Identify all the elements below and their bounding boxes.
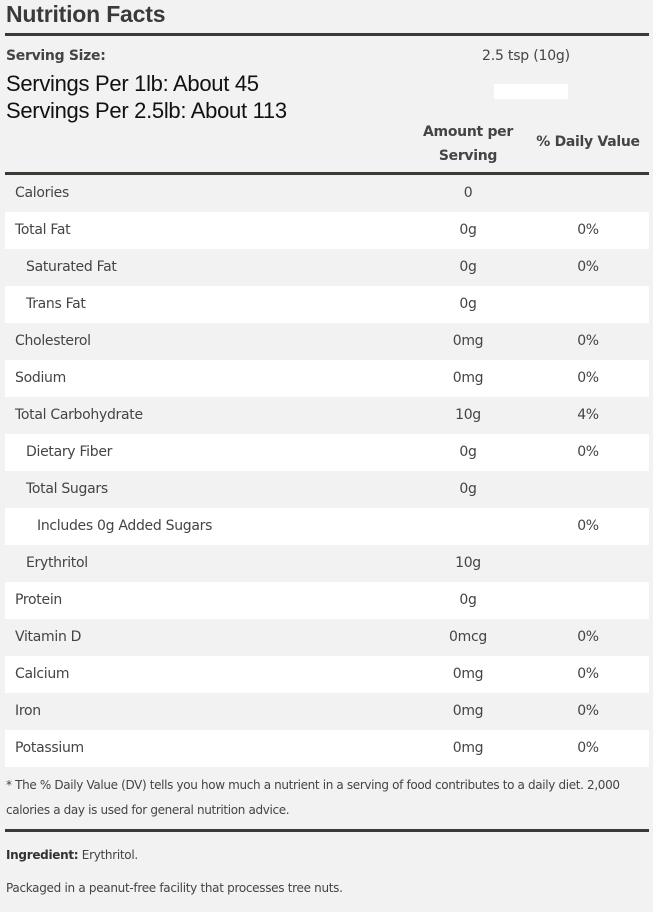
nutrient-dv: 0% — [577, 703, 599, 719]
nutrient-name: Dietary Fiber — [26, 444, 113, 460]
nutrient-name: Total Sugars — [26, 481, 108, 497]
nutrient-amount: 0mg — [452, 333, 484, 349]
table-row-dietary-fiber — [5, 434, 649, 471]
table-row-protein — [5, 582, 649, 619]
nutrient-name: Calcium — [15, 666, 70, 682]
nutrient-name: Calories — [15, 185, 69, 201]
nutrient-name: Trans Fat — [26, 296, 86, 312]
table-row-calories — [5, 175, 649, 212]
table-row-erythritol — [5, 545, 649, 582]
table-row-total-carbohydrate — [5, 397, 649, 434]
nutrient-name: Cholesterol — [15, 333, 91, 349]
servings-per-2-5lb: Servings Per 2.5lb: About 113 — [6, 98, 287, 123]
nutrient-amount: 0g — [459, 481, 477, 497]
nutrient-name: Protein — [15, 592, 62, 608]
table-row-saturated-fat — [5, 249, 649, 286]
table-row-calcium — [5, 656, 649, 693]
footer-divider — [5, 829, 649, 832]
nutrient-dv: 0% — [577, 259, 599, 275]
nutrient-amount: 0mcg — [449, 629, 487, 645]
table-row-trans-fat — [5, 286, 649, 323]
nutrient-dv: 0% — [577, 444, 599, 460]
nutrient-amount: 0g — [459, 259, 477, 275]
table-row-cholesterol — [5, 323, 649, 360]
nutrient-amount: 0mg — [452, 666, 484, 682]
nutrient-name: Vitamin D — [15, 629, 82, 645]
nutrient-name: Total Carbohydrate — [15, 407, 143, 423]
nutrient-amount: 0mg — [452, 703, 484, 719]
column-header-daily-value: % Daily Value — [536, 134, 640, 150]
column-header-amount-line1: Amount per — [423, 124, 513, 140]
nutrient-dv: 0% — [577, 222, 599, 238]
nutrient-dv: 0% — [577, 740, 599, 756]
nutrient-dv: 0% — [577, 333, 599, 349]
ingredient-line — [6, 848, 138, 862]
ingredient-value: Erythritol. — [81, 848, 138, 862]
nutrient-amount: 0mg — [452, 740, 484, 756]
nutrient-amount: 10g — [455, 407, 481, 423]
nutrient-amount: 0g — [459, 444, 477, 460]
serving-size-label: Serving Size: — [6, 48, 106, 64]
nutrient-name: Sodium — [15, 370, 66, 386]
nutrient-name: Potassium — [15, 740, 84, 756]
nutrient-name: Includes 0g Added Sugars — [37, 518, 213, 534]
servings-per-1lb: Servings Per 1lb: About 45 — [6, 71, 259, 96]
table-row-sodium — [5, 360, 649, 397]
image-artifact-patch — [494, 84, 568, 99]
nutrient-name: Iron — [15, 703, 41, 719]
nutrient-name: Saturated Fat — [26, 259, 117, 275]
header-divider — [5, 33, 649, 36]
serving-size-value: 2.5 tsp (10g) — [482, 48, 570, 64]
ingredient-label: Ingredient: — [6, 848, 79, 862]
daily-value-footnote: * The % Daily Value (DV) tells you how much a nutrient in a serving of food contributes to a daily diet. 2,000 calories a day is used for general nutrition advice. — [6, 778, 620, 817]
nutrient-name: Total Fat — [15, 222, 71, 238]
nutrient-dv: 0% — [577, 629, 599, 645]
nutrient-table — [5, 175, 649, 767]
nutrient-amount: 0 — [463, 185, 473, 201]
nutrient-dv: 4% — [577, 407, 599, 423]
table-row-vitamin-d — [5, 619, 649, 656]
nutrient-amount: 10g — [455, 555, 481, 571]
nutrient-name: Erythritol — [26, 555, 88, 571]
nutrient-dv: 0% — [577, 518, 599, 534]
column-header-amount-line2: Serving — [438, 148, 498, 164]
nutrient-amount: 0mg — [452, 370, 484, 386]
page-title: Nutrition Facts — [6, 1, 166, 27]
table-row-iron — [5, 693, 649, 730]
nutrient-amount: 0g — [459, 222, 477, 238]
table-row-total-fat — [5, 212, 649, 249]
facility-note: Packaged in a peanut-free facility that processes tree nuts. — [6, 881, 343, 895]
nutrient-amount: 0g — [459, 296, 477, 312]
table-row-total-sugars — [5, 471, 649, 508]
nutrient-amount: 0g — [459, 592, 477, 608]
nutrient-dv: 0% — [577, 370, 599, 386]
column-header-amount — [418, 120, 518, 168]
nutrient-dv: 0% — [577, 666, 599, 682]
table-row-added-sugars — [5, 508, 649, 545]
table-row-potassium — [5, 730, 649, 767]
